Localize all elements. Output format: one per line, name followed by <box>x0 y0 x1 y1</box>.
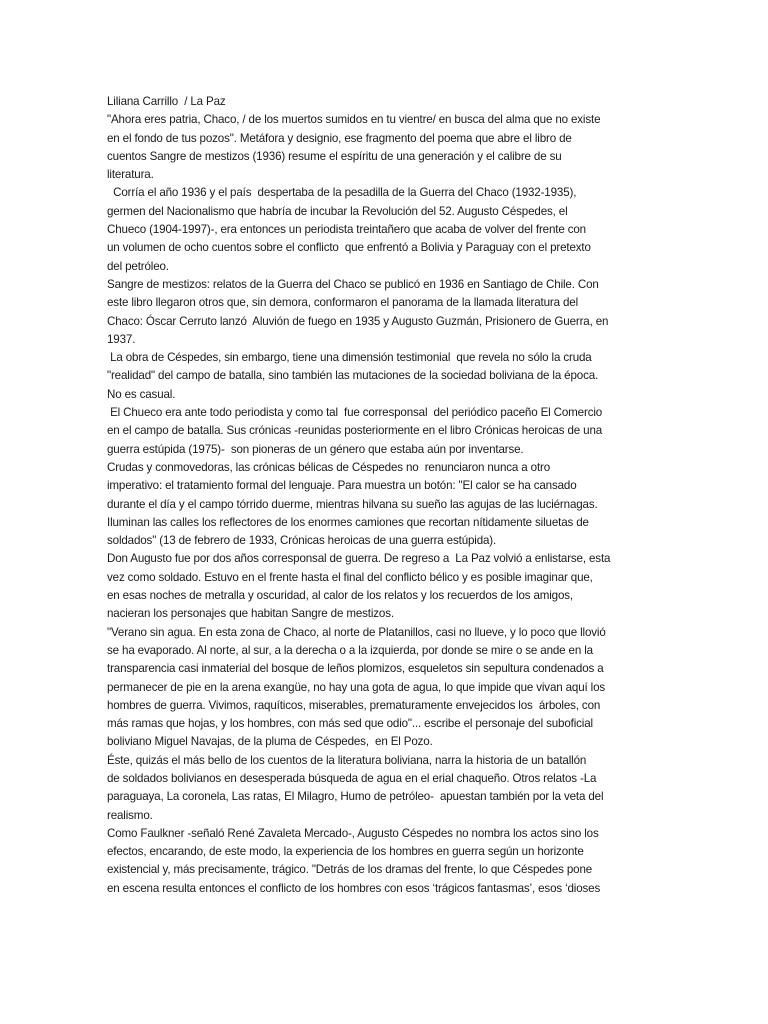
text-line: paraguaya, La coronela, Las ratas, El Milagro, Humo de petróleo- apuestan también por la veta del <box>107 790 604 804</box>
text-line: vez como soldado. Estuvo en el frente hasta el final del conflicto bélico y es posible imaginar que, <box>107 570 593 584</box>
author-byline: Liliana Carrillo / La Paz <box>107 95 226 108</box>
text-line: permanecer de pie en la arena exangüe, no hay una gota de agua, lo que impide que vivan aquí los <box>107 680 606 694</box>
text-line: se ha evaporado. Al norte, al sur, a la derecha o a la izquierda, por donde se mire o se ande en la <box>107 643 593 657</box>
text-line: "Verano sin agua. En esta zona de Chaco, al norte de Platanillos, casi no llueve, y lo poco que llovió <box>107 625 606 639</box>
text-line: Sangre de mestizos: relatos de la Guerra del Chaco se publicó en 1936 en Santiago de Chile. Con <box>107 277 599 291</box>
text-line: un volumen de ocho cuentos sobre el conflicto que enfrentó a Bolivia y Paraguay con el pretexto <box>107 241 591 255</box>
text-line: en el campo de batalla. Sus crónicas -reunidas posteriormente en el libro Crónicas heroicas de una <box>107 424 603 438</box>
text-line: Don Augusto fue por dos años corresponsal de guerra. De regreso a La Paz volvió a enlistarse, esta <box>107 552 611 566</box>
text-line: soldados" (13 de febrero de 1933, Crónicas heroicas de una guerra estúpida). <box>107 534 497 548</box>
text-line: "Ahora eres patria, Chaco, / de los muertos sumidos en tu vientre/ en busca del alma que no existe <box>107 113 601 127</box>
text-line: existencial y, más precisamente, trágico. "Detrás de los dramas del frente, lo que Céspedes pone <box>107 863 593 877</box>
text-line: en el fondo de tus pozos". Metáfora y designio, ese fragmento del poema que abre el libro de <box>107 131 572 145</box>
text-line: este libro llegaron otros que, sin demora, conformaron el panorama de la llamada literatura del <box>107 296 579 310</box>
text-line: literatura. <box>107 168 154 182</box>
text-line: cuentos Sangre de mestizos (1936) resume el espíritu de una generación y el calibre de su <box>107 149 562 163</box>
text-line: Como Faulkner -señaló René Zavaleta Mercado-, Augusto Céspedes no nombra los actos sino los <box>107 826 599 840</box>
text-line: germen del Nacionalismo que habría de incubar la Revolución del 52. Augusto Céspedes, el <box>107 204 568 218</box>
text-line: Crudas y conmovedoras, las crónicas bélicas de Céspedes no renunciaron nunca a otro <box>107 460 551 474</box>
text-line: La obra de Céspedes, sin embargo, tiene una dimensión testimonial que revela no sólo la cruda <box>107 351 592 365</box>
text-line: hombres de guerra. Vivimos, raquíticos, miserables, prematuramente envejecidos los árboles, con <box>107 698 601 712</box>
text-line: boliviano Miguel Navajas, de la pluma de Céspedes, en El Pozo. <box>107 735 433 749</box>
text-line: Éste, quizás el más bello de los cuentos de la literatura boliviana, narra la historia de un batallón <box>107 753 587 767</box>
document-body <box>107 93 667 898</box>
text-line: 1937. <box>107 332 136 346</box>
text-line: transparencia casi inmaterial del bosque de leños plomizos, esqueletos sin sepultura condenados a <box>107 662 604 676</box>
text-line: El Chueco era ante todo periodista y como tal fue corresponsal del periódico paceño El Comercio <box>107 406 603 420</box>
text-line: nacieran los personajes que habitan Sangre de mestizos. <box>107 607 394 621</box>
text-line: en esas noches de metralla y oscuridad, al calor de los relatos y los recuerdos de los amigos, <box>107 589 573 603</box>
text-line: Corría el año 1936 y el país despertaba de la pesadilla de la Guerra del Chaco (1932-1935), <box>107 186 577 200</box>
text-line: del petróleo. <box>107 259 169 273</box>
text-line: efectos, encarando, de este modo, la experiencia de los hombres en guerra según un horizonte <box>107 845 584 859</box>
text-line: durante el día y el campo tórrido duerme, mientras hilvana su sueño las agujas de las luciérnagas. <box>107 497 598 511</box>
text-line: guerra estúpida (1975)- son pioneras de un género que estaba aún por inventarse. <box>107 442 524 456</box>
text-line: "realidad" del campo de batalla, sino también las mutaciones de la sociedad boliviana de la época. <box>107 369 599 383</box>
text-line: No es casual. <box>107 387 176 401</box>
text-line: Iluminan las calles los reflectores de los enormes camiones que recortan nítidamente siluetas de <box>107 515 589 529</box>
text-line: más ramas que hojas, y los hombres, con más sed que odio"... escribe el personaje del suboficial <box>107 717 593 731</box>
text-line: realismo. <box>107 808 153 822</box>
text-line: Chueco (1904-1997)-, era entonces un periodista treintañero que acaba de volver del frente con <box>107 223 586 237</box>
text-line: Chaco: Óscar Cerruto lanzó Aluvión de fuego en 1935 y Augusto Guzmán, Prisionero de Guerra, en <box>107 314 609 328</box>
text-line: en escena resulta entonces el conflicto de los hombres con esos ‘trágicos fantasmas’, esos ‘dioses <box>107 881 601 895</box>
text-line: de soldados bolivianos en desesperada búsqueda de agua en el erial chaqueño. Otros relatos -La <box>107 771 597 785</box>
text-line: imperativo: el tratamiento formal del lenguaje. Para muestra un botón: "El calor se ha cansado <box>107 479 577 493</box>
